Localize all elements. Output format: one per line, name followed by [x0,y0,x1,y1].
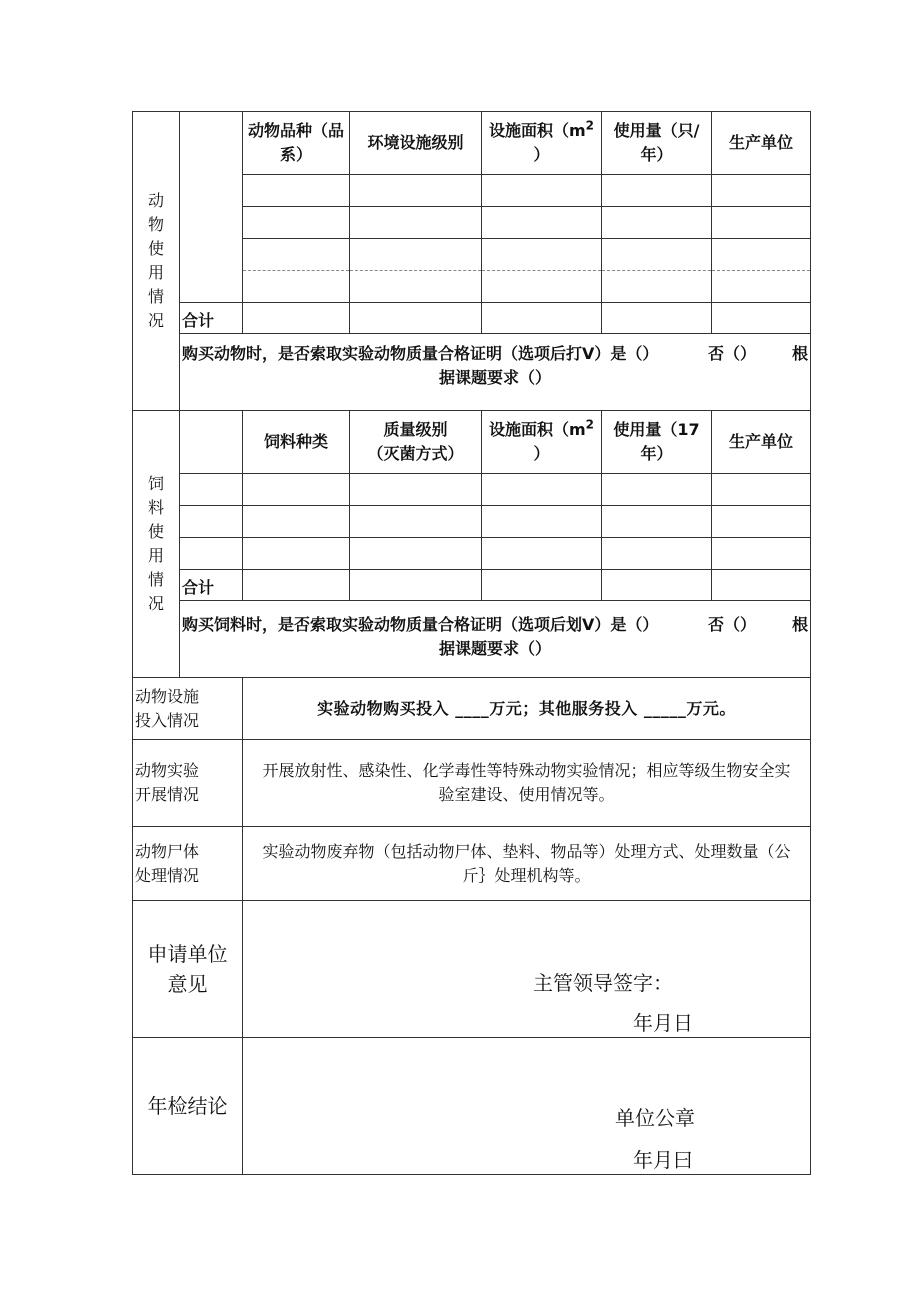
animal-cell[interactable] [350,207,482,239]
feed-cell[interactable] [243,506,350,538]
experiments-description[interactable]: 开展放射性、感染性、化学毒性等特殊动物实验情况；相应等级生物安全实 验室建设、使用情况等。 [243,740,811,827]
animal-cell[interactable] [482,239,602,271]
feed-total-cell[interactable] [350,570,482,601]
feed-cell[interactable] [243,538,350,570]
applicant-date: 年月日 [633,1011,693,1035]
unit-seal-label: 单位公章 [615,1106,695,1130]
animal-cell[interactable] [243,239,350,271]
leader-signature-label: 主管领导签字： [533,971,673,995]
feed-cell[interactable] [243,474,350,506]
feed-cell[interactable] [350,506,482,538]
feed-total-cell[interactable] [243,570,350,601]
animal-total-row [133,303,811,334]
applicant-opinion-label: 申请单位 意见 [133,901,243,1038]
feed-total-row [133,570,811,601]
feed-blank-cell [180,411,243,474]
feed-cell[interactable] [180,474,243,506]
feed-header-usage: 使用量（17 年） [602,411,712,474]
annual-conclusion-field[interactable] [243,1038,811,1175]
animal-cell[interactable] [243,271,350,303]
annual-date: 年月曰 [633,1148,693,1172]
feed-certificate-question-cont: 据课题要求（） [180,637,811,678]
facility-investment-label: 动物设施 投入情况 [133,678,243,740]
feed-cell[interactable] [350,474,482,506]
annual-conclusion-label: 年检结论 [133,1038,243,1175]
animal-cell[interactable] [602,239,712,271]
animal-total-cell[interactable] [712,303,811,334]
feed-header-producer: 生产单位 [712,411,811,474]
animal-cell[interactable] [712,207,811,239]
animal-header-usage: 使用量（只/ 年） [602,112,712,175]
feed-total-label: 合计 [180,570,243,601]
facility-investment-text: 实验动物购买投入 ____万元；其他服务投入 _____万元。 [243,678,811,740]
animal-cell[interactable] [602,175,712,207]
animal-total-label: 合计 [180,303,243,334]
service-amount-field[interactable]: _____ [643,698,687,718]
feed-usage-section-label: 饲 料 使 用 情 况 [133,411,180,678]
animal-cell[interactable] [712,175,811,207]
animal-cell[interactable] [602,271,712,303]
animal-total-cell[interactable] [243,303,350,334]
carcass-description[interactable]: 实验动物废弃物（包括动物尸体、垫料、物品等）处理方式、处理数量（公 斤｝处理机构等。 [243,827,811,901]
feed-cell[interactable] [602,538,712,570]
table-row [133,474,811,506]
feed-total-cell[interactable] [482,570,602,601]
animal-cell[interactable] [482,175,602,207]
feed-cell[interactable] [712,506,811,538]
animal-total-cell[interactable] [350,303,482,334]
animal-blank-column [180,112,243,303]
animal-cell[interactable] [243,207,350,239]
animal-cell[interactable] [482,271,602,303]
experiments-label: 动物实验 开展情况 [133,740,243,827]
feed-cell[interactable] [180,506,243,538]
animal-cell[interactable] [712,271,811,303]
feed-cell[interactable] [482,506,602,538]
feed-header-area: 设施面积（$m^2$ ） [482,411,602,474]
feed-header-quality: 质量级别 （灭菌方式） [350,411,482,474]
feed-cell[interactable] [350,538,482,570]
animal-header-facility-level: 环境设施级别 [350,112,482,175]
animal-cell[interactable] [602,207,712,239]
animal-cell[interactable] [350,271,482,303]
animal-header-breed: 动物品种（品 系） [243,112,350,175]
feed-header-type: 饲料种类 [243,411,350,474]
feed-cell[interactable] [712,474,811,506]
table-row [133,538,811,570]
feed-total-cell[interactable] [602,570,712,601]
feed-cell[interactable] [482,474,602,506]
animal-cell[interactable] [712,239,811,271]
animal-cell[interactable] [350,239,482,271]
registration-form-table [132,111,811,1175]
applicant-opinion-field[interactable] [243,901,811,1038]
feed-total-cell[interactable] [712,570,811,601]
feed-cell[interactable] [180,538,243,570]
feed-cell[interactable] [712,538,811,570]
animal-cell[interactable] [482,207,602,239]
animal-total-cell[interactable] [602,303,712,334]
animal-cell[interactable] [350,175,482,207]
feed-cell[interactable] [602,506,712,538]
animal-header-producer: 生产单位 [712,112,811,175]
animal-usage-section-label: 动 物 使 用 情 况 [133,112,180,411]
carcass-label: 动物尸体 处理情况 [133,827,243,901]
feed-cell[interactable] [602,474,712,506]
animal-total-cell[interactable] [482,303,602,334]
table-row [133,506,811,538]
animal-certificate-question-cont: 据课题要求（） [180,366,811,411]
feed-cell[interactable] [482,538,602,570]
animal-cell[interactable] [243,175,350,207]
purchase-amount-field[interactable]: ____ [455,698,490,718]
feed-certificate-question: 购买饲料时，是否索取实验动物质量合格证明（选项后划V）是（） 否（） 根 [180,601,811,637]
animal-header-area: 设施面积（$m^2$ ） [482,112,602,175]
animal-certificate-question: 购买动物时，是否索取实验动物质量合格证明（选项后打V）是（） 否（） 根 [180,334,811,366]
